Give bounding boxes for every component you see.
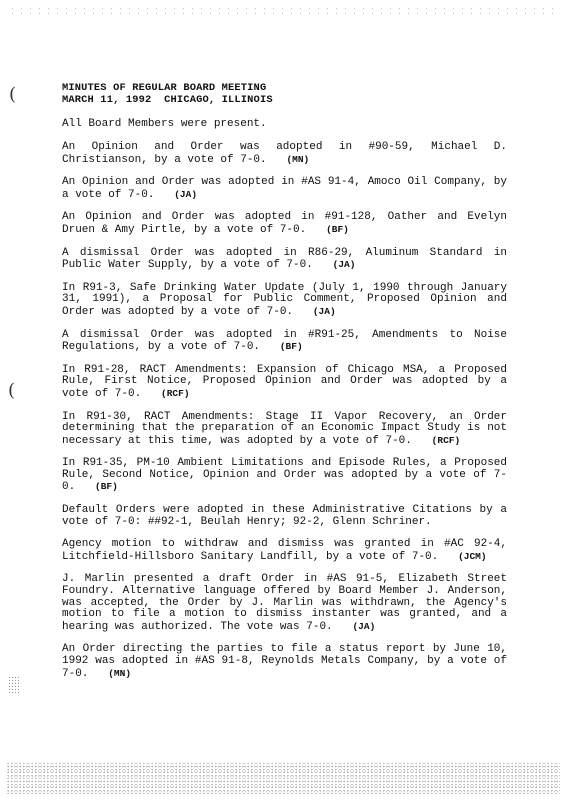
member-initials: (RCF) [161,387,190,399]
member-initials: (RCF) [431,434,461,446]
member-initials: (JA) [312,305,336,317]
minutes-paragraph [62,644,507,680]
member-initials: (JCM) [458,550,487,562]
scan-noise-top [8,6,556,16]
member-initials: (BF) [95,481,118,493]
minutes-paragraph [62,412,507,448]
minutes-paragraph [62,142,507,166]
minutes-body [62,82,507,680]
paragraph-text: An Opinion and Order was adopted in #AS 91-4, Amoco Oil Company, by a vote of 7-0. [62,176,507,201]
minutes-paragraph [62,283,507,319]
minutes-paragraph [62,505,507,528]
paragraph-text: In R91-35, PM-10 Ambient Limitations and Episode Rules, a Proposed Rule, Second Notice, Opinion and Order was adopted by a vote of 7-0. [62,457,507,494]
paragraph-text: Default Orders were adopted in these Administrative Citations by a vote of 7-0: ##92-1, Beulah Henry; 92-2, Glenn Schriner. [62,504,507,528]
paragraph-text: A dismissal Order was adopted in R86-29, Aluminum Standard in Public Water Supply, by a vote of 7-0. [62,246,507,272]
meeting-date-location: MARCH 11, 1992 CHICAGO, ILLINOIS [62,94,273,106]
margin-hole-mark-top: ( [9,84,17,105]
paragraph-text: In R91-3, Safe Drinking Water Update (July 1, 1990 through January 31, 1991), a Proposal for Public Comment, Proposed Opinion and Order was adopted by a vote of 7-0. [62,281,507,318]
minutes-paragraph [62,574,507,633]
margin-hole-mark-middle: ( [8,380,16,401]
paragraph-text: Agency motion to withdraw and dismiss was granted in #AC 92-4, Litchfield-Hillsboro Sanitary Landfill, by a vote of 7-0. [62,538,507,563]
minutes-paragraph [62,330,507,354]
paragraph-text: An Opinion and Order was adopted in #91-128, Oather and Evelyn Druen & Amy Pirtle, by a vote of 7-0. [62,211,507,236]
paragraph-text: A dismissal Order was adopted in #R91-25, Amendments to Noise Regulations, by a vote of 7-0. [62,328,507,354]
member-initials: (BF) [326,223,349,235]
minutes-paragraph [62,212,507,236]
minutes-paragraph [62,458,507,494]
paragraph-text: J. Marlin presented a draft Order in #AS 91-5, Elizabeth Street Foundry. Alternative language offered by Board Member J. Anderson, was accepted, the Order by J. Marlin was withdrawn, the Agency's motion to file a motion to dismiss instanter was granted, and a hearing was authorized. The vote was 7-0. [62,573,507,633]
attendance-statement: All Board Members were present. [62,118,267,130]
minutes-title: MINUTES OF REGULAR BOARD MEETING [62,82,267,94]
paragraph-text: In R91-30, RACT Amendments: Stage II Vapor Recovery, an Order determining that the preparation of an Economic Impact Study is not necessary at this time, was adopted by a vote of 7-0. [62,410,507,447]
margin-smudge-mark [8,676,20,694]
member-initials: (JA) [332,259,356,271]
minutes-paragraph [62,248,507,272]
member-initials: (JA) [352,620,376,632]
paragraph-text: An Order directing the parties to file a status report by June 10, 1992 was adopted in #AS 91-8, Reynolds Metals Company, by a vote of 7-0. [62,643,507,680]
minutes-paragraph [62,539,507,563]
member-initials: (JA) [174,188,198,200]
member-initials: (BF) [279,341,303,353]
paragraph-text: An Opinion and Order was adopted in #90-59, Michael D. Christianson, by a vote of 7-0. [62,141,507,166]
member-initials: (MN) [286,153,310,165]
paragraph-text: In R91-28, RACT Amendments: Expansion of Chicago MSA, a Proposed Rule, First Notice, Proposed Opinion and Order was adopted by a vote of 7-0. [62,363,507,400]
minutes-paragraph [62,177,507,201]
scan-noise-bottom [6,762,560,794]
minutes-paragraph [62,365,507,401]
member-initials: (MN) [108,667,132,679]
paragraph-list [62,142,507,680]
